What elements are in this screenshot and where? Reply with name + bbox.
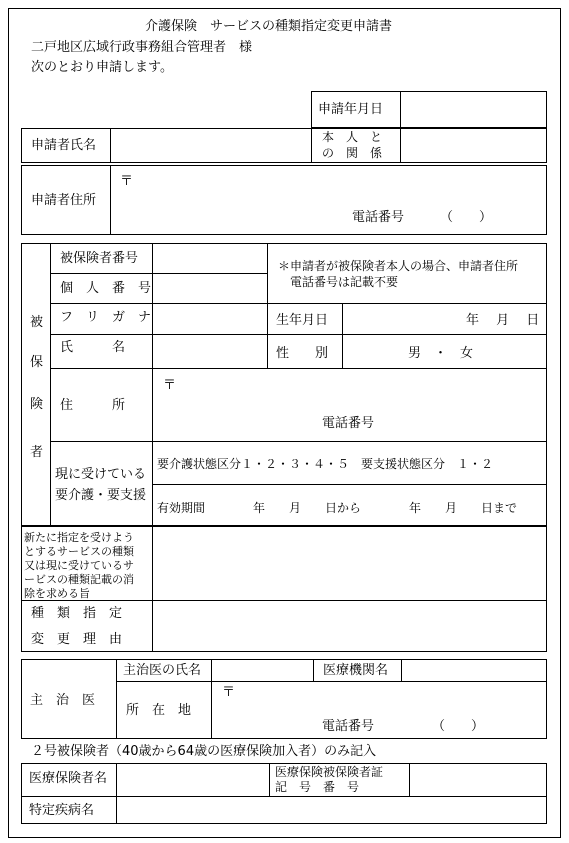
doctor-name-field[interactable] [212,660,312,680]
doctor-section-label: 主 治 医 [30,693,96,708]
doctor-name-label: 主治医の氏名 [123,663,202,678]
insured-section-char-1: 被 [30,315,44,330]
sex-label: 性 別 [276,346,329,361]
application-date-label: 申請年月日 [318,102,384,117]
location-label: 所 在 地 [126,703,192,718]
service-desc-4: ービスの種類記載の消 [24,573,134,586]
insured-name-label: 氏 名 [60,340,126,355]
service-type-field[interactable] [153,527,546,599]
change-reason-label-2: 変 更 理 由 [31,632,123,647]
service-desc-5: 除を求める旨 [24,587,90,600]
insured-section-char-4: 者 [30,445,44,460]
insured-card-label-2: 記 号 番 号 [275,780,360,794]
doctor-location-field[interactable] [212,682,546,738]
disease-field[interactable] [117,797,546,823]
care-level-options[interactable]: 要介護状態区分１・２・３・４・５ 要支援状態区分 １・２ [157,457,494,471]
doctor-postal-mark: 〒 [222,685,236,700]
applicant-address-field[interactable] [111,166,546,234]
sex-value: 男 ・ 女 [408,346,474,361]
furigana-label: フ リ ガ ナ [60,310,152,325]
insured-section-char-3: 険 [30,397,44,412]
service-desc-1: 新たに指定を受けよう [24,531,134,544]
applicant-postal-mark: 〒 [120,174,134,189]
birthdate-label: 生年月日 [276,313,329,328]
insured-postal-mark: 〒 [163,378,177,393]
doctor-phone-paren: （ ） [432,719,485,734]
insured-phone-label: 電話番号 [322,416,375,431]
applicant-name-field[interactable] [111,129,310,162]
insured-number-field[interactable] [153,244,266,272]
insured-card-label-1: 医療保険被保険者証 [275,765,384,779]
applicant-note-2: 電話番号は記載不要 [290,275,399,289]
relation-label-2: の 関 係 [322,146,383,160]
insurer-name-label: 医療保険者名 [29,771,108,786]
form-title: 介護保険 サービスの種類指定変更申請書 [145,19,393,34]
insured-name-field[interactable] [153,335,266,367]
institution-label: 医療機関名 [323,663,389,678]
validity-period: 有効期間 年 月 日から 年 月 日まで [157,501,518,515]
applicant-address-label: 申請者住所 [31,193,97,208]
secondary-heading: ２号被保険者（40歳から64歳の医療保険加入者）のみ記入 [31,744,377,759]
care-label-1: 現に受けている [55,467,147,482]
insurer-name-field[interactable] [117,764,268,795]
insured-section-char-2: 保 [30,355,44,370]
insured-number-label: 被保険者番号 [60,251,139,266]
birthdate-value: 年 月 日 [466,313,540,328]
furigana-field[interactable] [153,304,266,333]
insured-address-label: 住 所 [60,398,126,413]
disease-label: 特定疾病名 [29,803,95,818]
service-desc-2: とするサービスの種類 [24,545,134,558]
personal-number-field[interactable] [153,274,266,302]
relation-field[interactable] [401,129,546,162]
care-label-2: 要介護・要支援 [55,488,147,503]
applicant-phone-paren: （ ） [440,210,493,225]
intro-text: 次のとおり申請します。 [31,60,173,75]
change-reason-label-1: 種 類 指 定 [31,606,123,621]
insured-card-number-field[interactable] [410,764,546,795]
applicant-phone-label: 電話番号 [352,210,405,225]
applicant-name-label: 申請者氏名 [31,138,97,153]
insured-address-field[interactable] [153,369,546,440]
personal-number-label: 個 人 番 号 [60,281,152,296]
service-desc-3: 又は現に受けているサ [24,559,134,572]
addressee: 二戸地区広域行政事務組合管理者 様 [31,40,253,55]
doctor-phone-label: 電話番号 [322,719,375,734]
relation-label-1: 本 人 と [322,130,383,144]
application-date-field[interactable] [401,92,546,127]
applicant-note-1: ＊申請者が被保険者本人の場合、申請者住所 [278,259,519,273]
change-reason-field[interactable] [153,601,546,651]
institution-field[interactable] [402,660,546,680]
